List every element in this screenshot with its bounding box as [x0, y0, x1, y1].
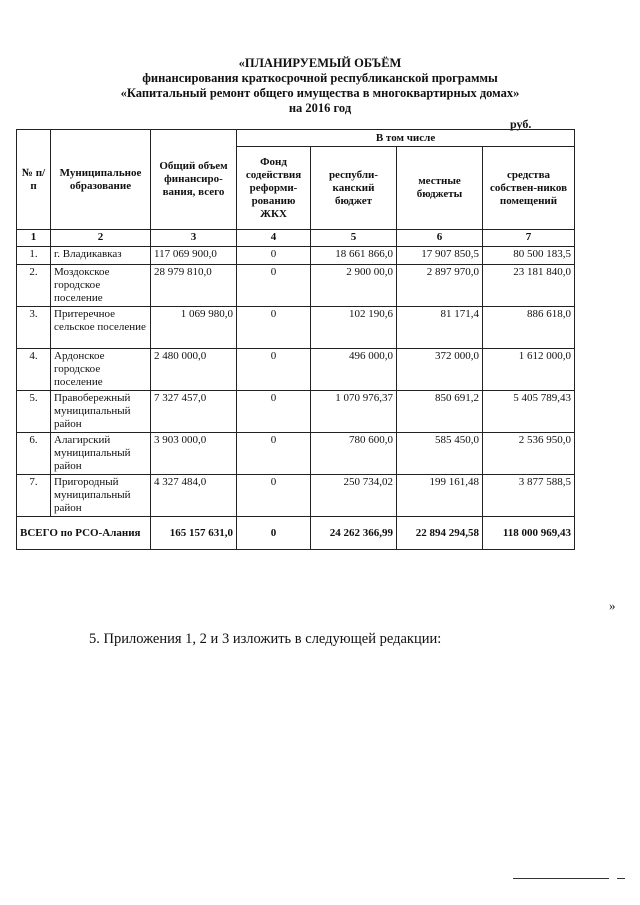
municipality-name: Притеречное сельское поселение	[51, 307, 151, 349]
row-number: 3.	[17, 307, 51, 349]
amendment-paragraph: 5. Приложения 1, 2 и 3 изложить в следующей редакции:	[89, 631, 442, 647]
column-index-row	[17, 230, 575, 247]
total-value: 4 327 484,0	[151, 475, 237, 517]
total-value: 1 069 980,0	[151, 307, 237, 349]
local-value: 850 691,2	[397, 391, 483, 433]
total-local-value: 22 894 294,58	[397, 517, 483, 550]
title-line-2: финансирования краткосрочной республиканской программы	[142, 71, 498, 85]
fund-value: 0	[237, 391, 311, 433]
municipality-name: Пригородный муниципальный район	[51, 475, 151, 517]
municipality-name: г. Владикавказ	[51, 247, 151, 265]
row-number: 2.	[17, 265, 51, 307]
local-value: 585 450,0	[397, 433, 483, 475]
table-row	[17, 307, 575, 349]
local-value: 81 171,4	[397, 307, 483, 349]
total-value: 2 480 000,0	[151, 349, 237, 391]
fund-value: 0	[237, 247, 311, 265]
header-num: № п/п	[17, 130, 51, 230]
local-value: 2 897 970,0	[397, 265, 483, 307]
row-number: 4.	[17, 349, 51, 391]
republic-value: 496 000,0	[311, 349, 397, 391]
republic-value: 102 190,6	[311, 307, 397, 349]
owners-value: 1 612 000,0	[483, 349, 575, 391]
header-including: В том числе	[237, 130, 575, 147]
column-index: 7	[483, 230, 575, 247]
row-number: 5.	[17, 391, 51, 433]
municipality-name: Ардонское городское поселение	[51, 349, 151, 391]
total-value: 117 069 900,0	[151, 247, 237, 265]
column-index: 3	[151, 230, 237, 247]
table-row	[17, 475, 575, 517]
owners-value: 5 405 789,43	[483, 391, 575, 433]
column-index: 2	[51, 230, 151, 247]
total-row	[17, 517, 575, 550]
municipality-name: Моздокское городское поселение	[51, 265, 151, 307]
header-total: Общий объем финансиро-вания, всего	[151, 130, 237, 230]
financing-table	[16, 129, 575, 550]
total-fund-value: 0	[237, 517, 311, 550]
column-index: 1	[17, 230, 51, 247]
header-local-budgets: местные бюджеты	[397, 147, 483, 230]
grand-total-value: 165 157 631,0	[151, 517, 237, 550]
total-label: ВСЕГО по РСО-Алания	[17, 517, 151, 550]
row-number: 7.	[17, 475, 51, 517]
row-number: 6.	[17, 433, 51, 475]
total-owners-value: 118 000 969,43	[483, 517, 575, 550]
footer-line	[617, 878, 625, 879]
republic-value: 2 900 00,0	[311, 265, 397, 307]
table-row	[17, 391, 575, 433]
header-fund: Фонд содействия реформи-рованию ЖКХ	[237, 147, 311, 230]
total-value: 7 327 457,0	[151, 391, 237, 433]
header-owners-funds: средства собствен-ников помещений	[483, 147, 575, 230]
owners-value: 2 536 950,0	[483, 433, 575, 475]
column-index: 6	[397, 230, 483, 247]
republic-value: 780 600,0	[311, 433, 397, 475]
owners-value: 80 500 183,5	[483, 247, 575, 265]
table-row	[17, 247, 575, 265]
title-line-1: «ПЛАНИРУЕМЫЙ ОБЪЁМ	[238, 56, 402, 70]
fund-value: 0	[237, 307, 311, 349]
header-republic-budget: республи-канский бюджет	[311, 147, 397, 230]
owners-value: 886 618,0	[483, 307, 575, 349]
republic-value: 18 661 866,0	[311, 247, 397, 265]
local-value: 372 000,0	[397, 349, 483, 391]
header-municipality: Муниципальное образование	[51, 130, 151, 230]
owners-value: 3 877 588,5	[483, 475, 575, 517]
column-index: 4	[237, 230, 311, 247]
column-index: 5	[311, 230, 397, 247]
fund-value: 0	[237, 349, 311, 391]
total-value: 28 979 810,0	[151, 265, 237, 307]
total-republic-value: 24 262 366,99	[311, 517, 397, 550]
document-title	[40, 56, 600, 116]
fund-value: 0	[237, 265, 311, 307]
fund-value: 0	[237, 433, 311, 475]
table-row	[17, 433, 575, 475]
republic-value: 1 070 976,37	[311, 391, 397, 433]
title-line-4: на 2016 год	[288, 101, 352, 115]
local-value: 17 907 850,5	[397, 247, 483, 265]
republic-value: 250 734,02	[311, 475, 397, 517]
local-value: 199 161,48	[397, 475, 483, 517]
row-number: 1.	[17, 247, 51, 265]
table-row	[17, 265, 575, 307]
total-value: 3 903 000,0	[151, 433, 237, 475]
currency-unit: руб.	[510, 117, 532, 131]
title-line-3: «Капитальный ремонт общего имущества в многоквартирных домах»	[120, 86, 520, 100]
table-row	[17, 349, 575, 391]
owners-value: 23 181 840,0	[483, 265, 575, 307]
municipality-name: Правобережный муниципальный район	[51, 391, 151, 433]
closing-quote: »	[609, 598, 616, 613]
fund-value: 0	[237, 475, 311, 517]
municipality-name: Алагирский муниципальный район	[51, 433, 151, 475]
footer-line	[513, 878, 609, 879]
